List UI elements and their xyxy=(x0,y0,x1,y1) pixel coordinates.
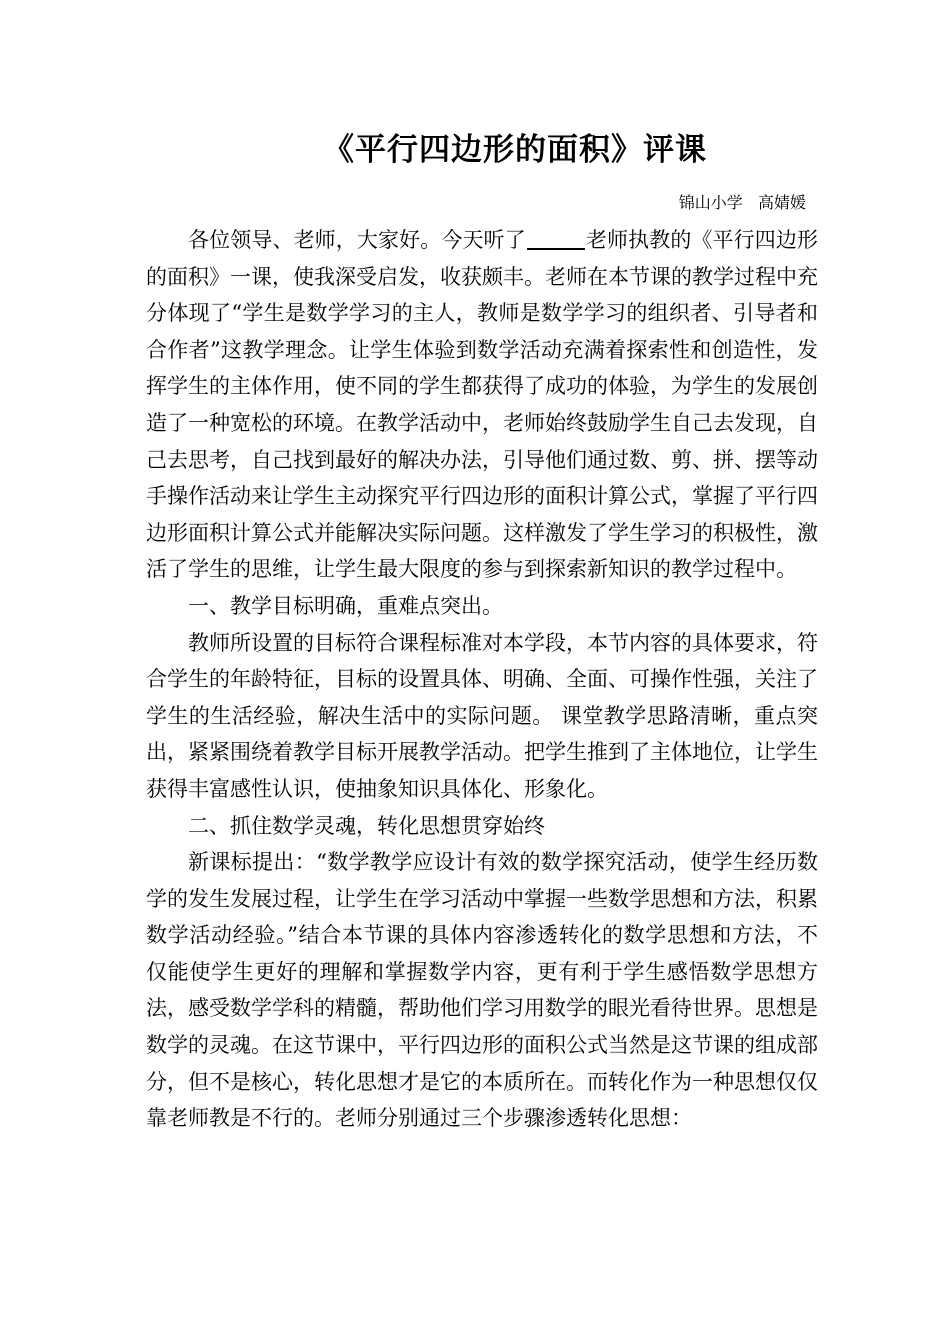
document-author: 锦山小学 高婧媛 xyxy=(678,193,806,212)
section-heading-2: 二、抓住数学灵魂，转化思想贯穿始终 xyxy=(188,813,545,838)
intro-text-before-blank: 各位领导、老师，大家好。今天听了 xyxy=(188,228,526,252)
paragraph-section-2: 新课标提出：“数学教学应设计有效的数学探究活动，使学生经历数学的发生发展过程，让学生在学习活动中掌握一些数学思想和方法，积累数学活动经验。”结合本节课的具体内容渗透转化的数学思想和方法，不仅能使学生更好的理解和掌握数学内容，更有利于学生感悟数学思想方法，感受数学学科的精髓，帮助他们学习用数学的眼光看待世界。思想是数学的灵魂。在这节课中，平行四边形的面积公式当然是这节课的组成部分，但不是核心，转化思想才是它的本质所在。而转化作为一种思想仅仅靠老师教是不行的。老师分别通过三个步骤渗透转化思想： xyxy=(146,850,818,1131)
document-body xyxy=(146,222,818,1137)
document-title: 《平行四边形的面积》评课 xyxy=(323,132,707,168)
section-heading-1: 一、教学目标明确，重难点突出。 xyxy=(188,593,503,618)
teacher-name-blank xyxy=(527,227,585,250)
paragraph-section-1: 教师所设置的目标符合课程标准对本学段，本节内容的具体要求，符合学生的年龄特征，目标的设置具体、明确、全面、可操作性强，关注了学生的生活经验，解决生活中的实际问题。 课堂教学思路清晰，重点突出，紧紧围绕着教学目标开展教学活动。把学生推到了主体地位，让学生获得丰富感性认识，使抽象知识具体化、形象化。 xyxy=(146,630,818,801)
paragraph-intro xyxy=(146,222,818,588)
intro-text-after-blank: 老师执教的《平行四边形的面积》一课，使我深受启发，收获颇丰。老师在本节课的教学过程中充分体现了“学生是数学学习的主人，教师是数学学习的组织者、引导者和合作者”这教学理念。让学生体验到数学活动充满着探索性和创造性，发挥学生的主体作用，使不同的学生都获得了成功的体验，为学生的发展创造了一种宽松的环境。在教学活动中，老师始终鼓励学生自己去发现，自己去思考，自己找到最好的解决办法，引导他们通过数、剪、拼、摆等动手操作活动来让学生主动探究平行四边形的面积计算公式，掌握了平行四边形面积计算公式并能解决实际问题。这样激发了学生学习的积极性，激活了学生的思维，让学生最大限度的参与到探索新知识的教学过程中。 xyxy=(146,228,819,582)
